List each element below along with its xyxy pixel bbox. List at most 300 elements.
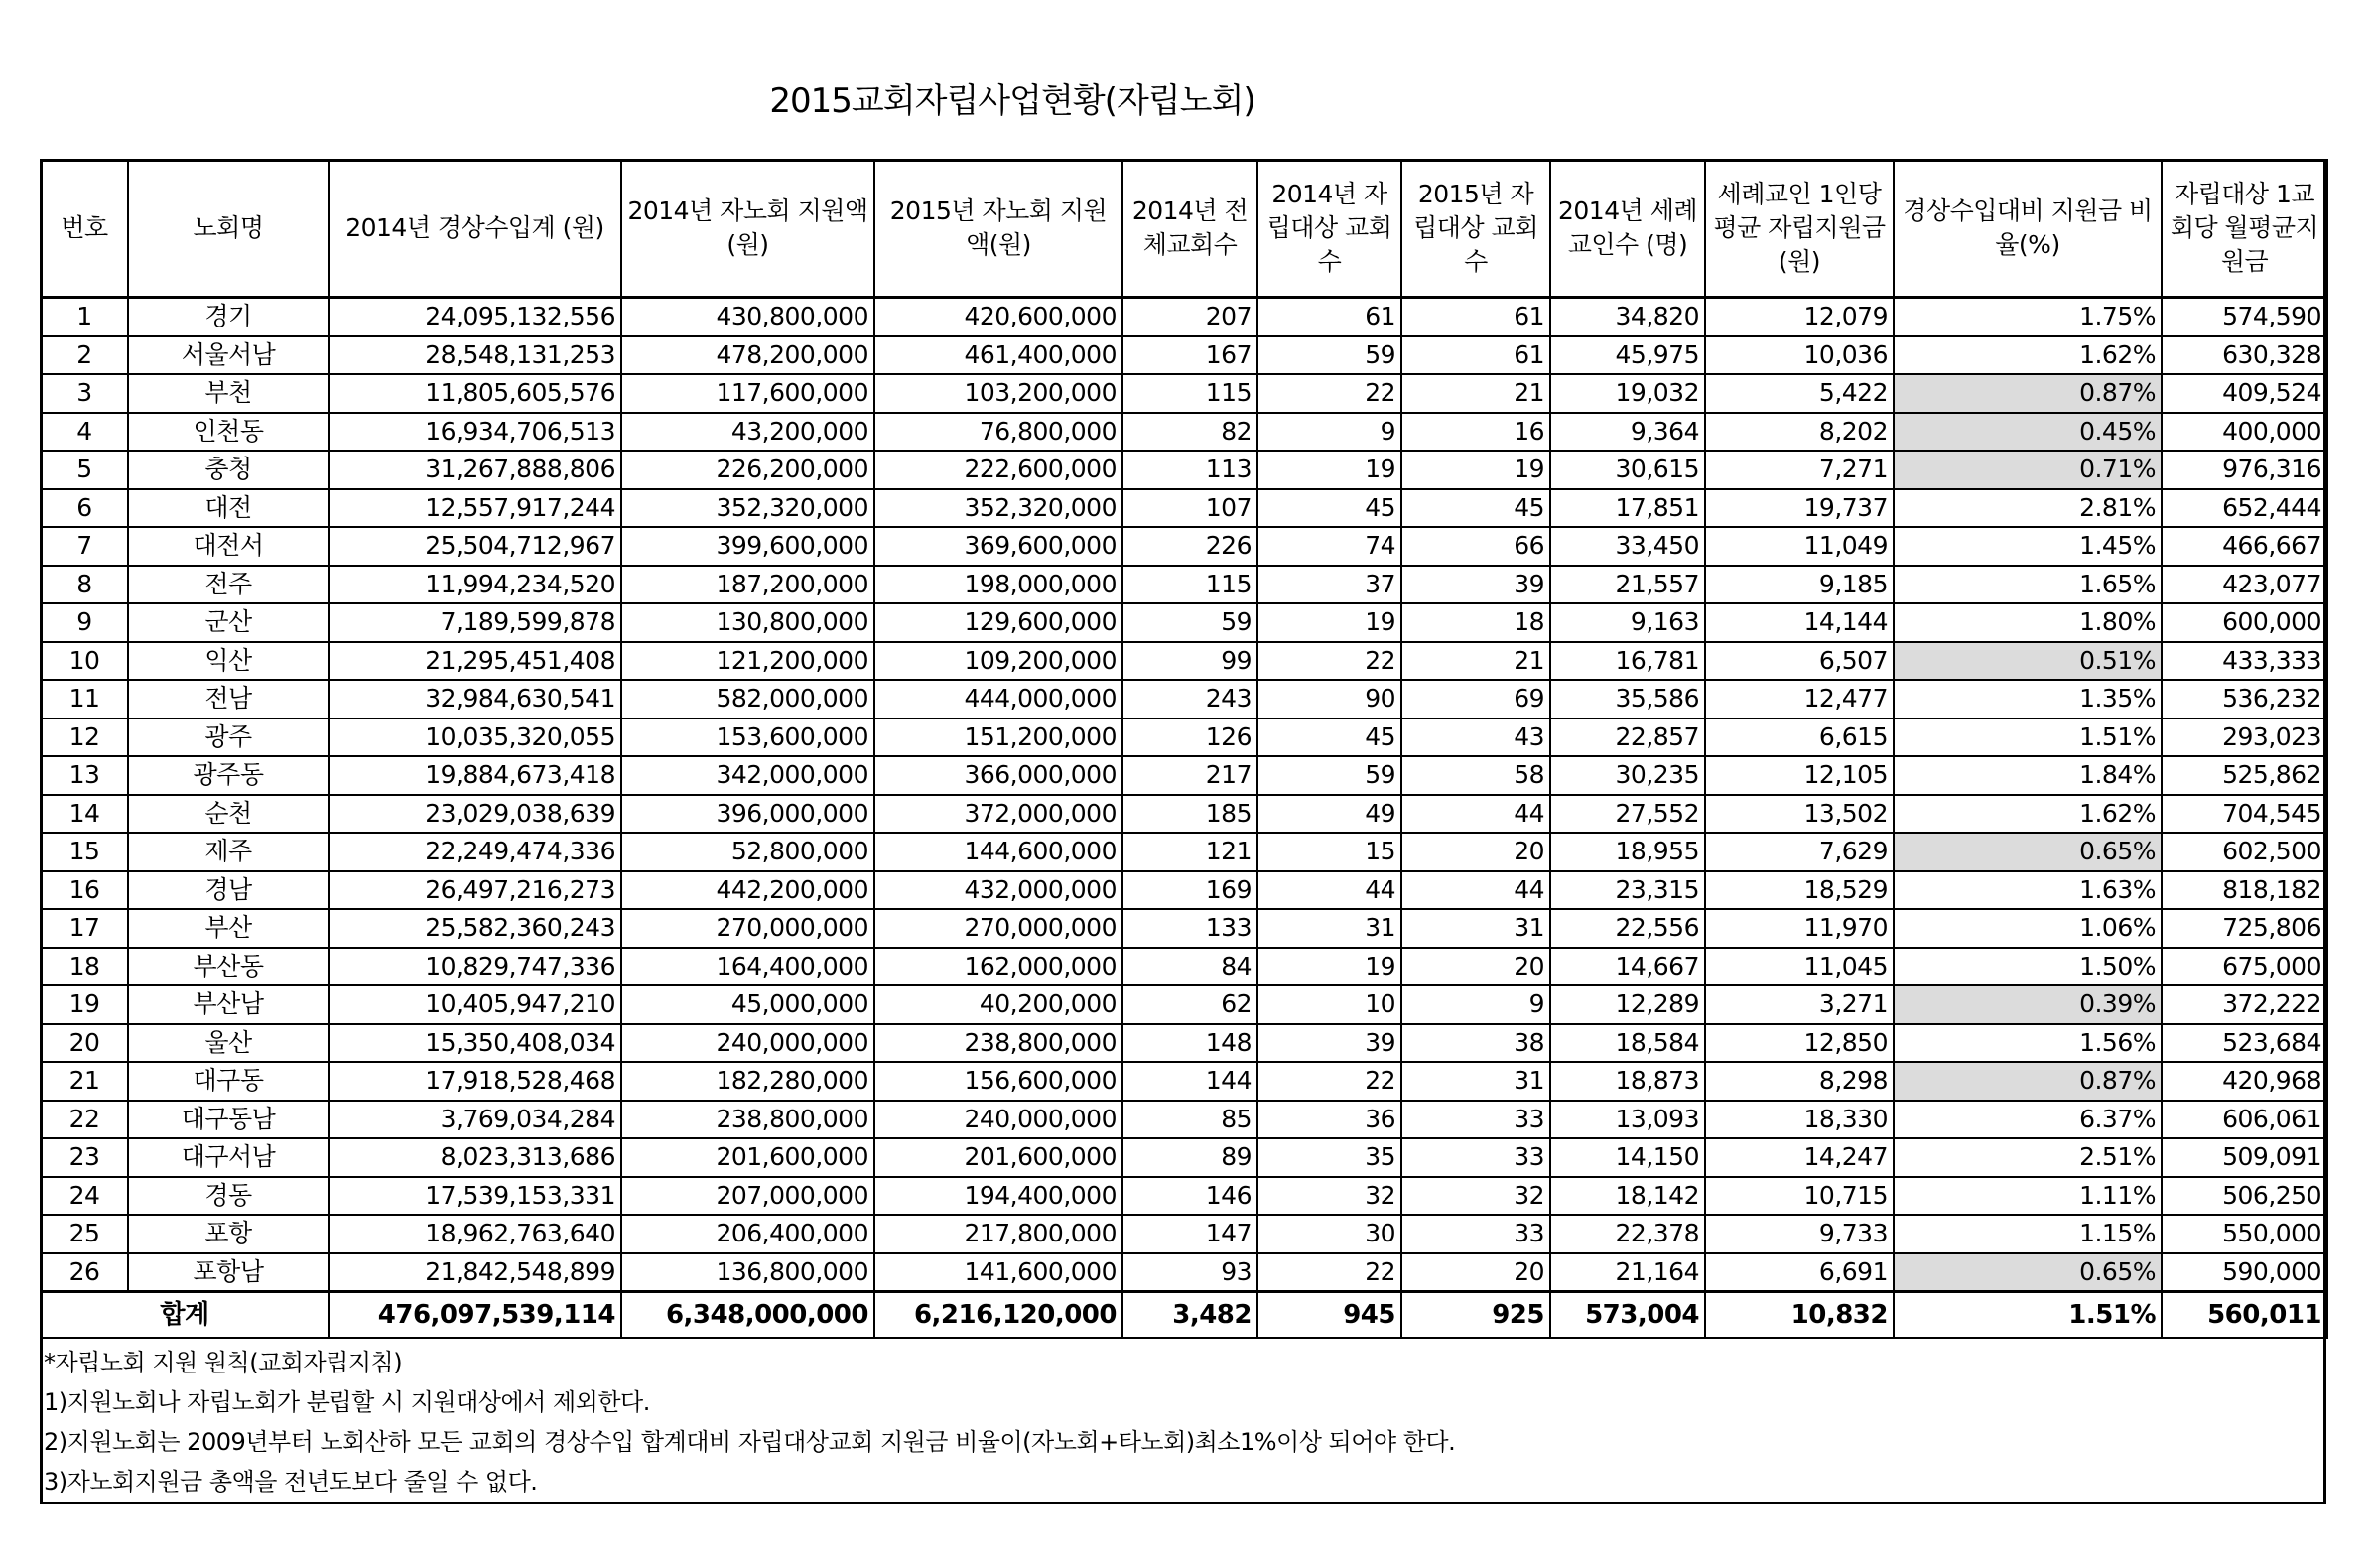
- baptized-members-cell: 19,032: [1550, 374, 1705, 413]
- baptized-members-cell: 18,584: [1550, 1024, 1705, 1063]
- support-2014-cell: 187,200,000: [621, 566, 874, 604]
- target-churches-2015-cell: 66: [1401, 527, 1550, 566]
- support-2014-cell: 478,200,000: [621, 336, 874, 375]
- baptized-members-cell: 30,235: [1550, 756, 1705, 795]
- support-2015-cell: 217,800,000: [874, 1215, 1122, 1253]
- income-2014-cell: 23,029,038,639: [329, 795, 621, 834]
- total-per-capita: 10,832: [1705, 1292, 1894, 1339]
- income-2014-cell: 17,539,153,331: [329, 1177, 621, 1216]
- income-2014-cell: 10,829,747,336: [329, 948, 621, 986]
- total-churches-2014-cell: 85: [1122, 1101, 1257, 1139]
- total-churches-2014-cell: 99: [1122, 642, 1257, 681]
- support-ratio-cell: 0.65%: [1894, 1253, 2162, 1292]
- support-2015-cell: 420,600,000: [874, 298, 1122, 336]
- row-number-cell: 13: [41, 756, 128, 795]
- total-churches-2014-cell: 243: [1122, 680, 1257, 719]
- table-row: [41, 1215, 2327, 1253]
- support-ratio-cell: 2.81%: [1894, 489, 2162, 528]
- support-ratio-cell: 1.62%: [1894, 795, 2162, 834]
- row-number-cell: 19: [41, 985, 128, 1024]
- row-number-cell: 14: [41, 795, 128, 834]
- target-churches-2015-cell: 20: [1401, 1253, 1550, 1292]
- total-churches-2014-cell: 121: [1122, 833, 1257, 871]
- target-churches-2014-cell: 44: [1257, 871, 1401, 910]
- support-ratio-cell: 0.87%: [1894, 1062, 2162, 1101]
- church-support-table: [40, 159, 2328, 1339]
- per-capita-support-cell: 11,045: [1705, 948, 1894, 986]
- presbytery-name-cell: 제주: [128, 833, 329, 871]
- target-churches-2014-cell: 9: [1257, 413, 1401, 452]
- baptized-members-cell: 14,150: [1550, 1138, 1705, 1177]
- presbytery-name-cell: 익산: [128, 642, 329, 681]
- target-churches-2015-cell: 69: [1401, 680, 1550, 719]
- support-ratio-cell: 1.62%: [1894, 336, 2162, 375]
- target-churches-2015-cell: 31: [1401, 1062, 1550, 1101]
- row-number-cell: 1: [41, 298, 128, 336]
- baptized-members-cell: 27,552: [1550, 795, 1705, 834]
- table-body: [41, 298, 2327, 1292]
- per-capita-support-cell: 7,271: [1705, 451, 1894, 489]
- monthly-avg-support-cell: 420,968: [2162, 1062, 2327, 1101]
- support-2014-cell: 164,400,000: [621, 948, 874, 986]
- target-churches-2014-cell: 45: [1257, 489, 1401, 528]
- total-monthly: 560,011: [2162, 1292, 2327, 1339]
- per-capita-support-cell: 7,629: [1705, 833, 1894, 871]
- total-churches-2014-cell: 207: [1122, 298, 1257, 336]
- total-churches-2014-cell: 169: [1122, 871, 1257, 910]
- row-number-cell: 21: [41, 1062, 128, 1101]
- header-cell: 2015년 자립대상 교회수: [1401, 160, 1550, 298]
- income-2014-cell: 10,405,947,210: [329, 985, 621, 1024]
- row-number-cell: 22: [41, 1101, 128, 1139]
- target-churches-2014-cell: 22: [1257, 642, 1401, 681]
- income-2014-cell: 24,095,132,556: [329, 298, 621, 336]
- baptized-members-cell: 30,615: [1550, 451, 1705, 489]
- presbytery-name-cell: 전주: [128, 566, 329, 604]
- target-churches-2015-cell: 44: [1401, 871, 1550, 910]
- per-capita-support-cell: 19,737: [1705, 489, 1894, 528]
- header-cell: 번호: [41, 160, 128, 298]
- table-row: [41, 1253, 2327, 1292]
- per-capita-support-cell: 11,970: [1705, 909, 1894, 948]
- monthly-avg-support-cell: 409,524: [2162, 374, 2327, 413]
- total-churches-2014-cell: 89: [1122, 1138, 1257, 1177]
- table-row: [41, 603, 2327, 642]
- target-churches-2015-cell: 31: [1401, 909, 1550, 948]
- table-row: [41, 719, 2327, 757]
- support-2014-cell: 238,800,000: [621, 1101, 874, 1139]
- income-2014-cell: 8,023,313,686: [329, 1138, 621, 1177]
- monthly-avg-support-cell: 523,684: [2162, 1024, 2327, 1063]
- total-churches-2014-cell: 59: [1122, 603, 1257, 642]
- support-2015-cell: 40,200,000: [874, 985, 1122, 1024]
- presbytery-name-cell: 포항: [128, 1215, 329, 1253]
- monthly-avg-support-cell: 675,000: [2162, 948, 2327, 986]
- per-capita-support-cell: 12,850: [1705, 1024, 1894, 1063]
- target-churches-2014-cell: 59: [1257, 336, 1401, 375]
- monthly-avg-support-cell: 536,232: [2162, 680, 2327, 719]
- total-label: 합계: [41, 1292, 329, 1339]
- target-churches-2014-cell: 90: [1257, 680, 1401, 719]
- total-churches-2014-cell: 115: [1122, 566, 1257, 604]
- table-row: [41, 680, 2327, 719]
- presbytery-name-cell: 대구동: [128, 1062, 329, 1101]
- table-row: [41, 374, 2327, 413]
- support-2015-cell: 222,600,000: [874, 451, 1122, 489]
- income-2014-cell: 15,350,408,034: [329, 1024, 621, 1063]
- support-ratio-cell: 0.87%: [1894, 374, 2162, 413]
- total-target-2014: 945: [1257, 1292, 1401, 1339]
- support-2014-cell: 130,800,000: [621, 603, 874, 642]
- support-2014-cell: 43,200,000: [621, 413, 874, 452]
- table-row: [41, 642, 2327, 681]
- monthly-avg-support-cell: 509,091: [2162, 1138, 2327, 1177]
- baptized-members-cell: 22,857: [1550, 719, 1705, 757]
- target-churches-2014-cell: 49: [1257, 795, 1401, 834]
- presbytery-name-cell: 부산: [128, 909, 329, 948]
- target-churches-2015-cell: 19: [1401, 451, 1550, 489]
- total-baptized: 573,004: [1550, 1292, 1705, 1339]
- baptized-members-cell: 33,450: [1550, 527, 1705, 566]
- support-2014-cell: 121,200,000: [621, 642, 874, 681]
- baptized-members-cell: 35,586: [1550, 680, 1705, 719]
- target-churches-2014-cell: 19: [1257, 451, 1401, 489]
- support-ratio-cell: 1.51%: [1894, 719, 2162, 757]
- support-2014-cell: 52,800,000: [621, 833, 874, 871]
- header-cell: 2014년 자노회 지원액(원): [621, 160, 874, 298]
- income-2014-cell: 11,994,234,520: [329, 566, 621, 604]
- support-ratio-cell: 1.56%: [1894, 1024, 2162, 1063]
- row-number-cell: 17: [41, 909, 128, 948]
- monthly-avg-support-cell: 550,000: [2162, 1215, 2327, 1253]
- header-cell: 2014년 경상수입계 (원): [329, 160, 621, 298]
- income-2014-cell: 28,548,131,253: [329, 336, 621, 375]
- support-2014-cell: 396,000,000: [621, 795, 874, 834]
- total-target-2015: 925: [1401, 1292, 1550, 1339]
- presbytery-name-cell: 부산동: [128, 948, 329, 986]
- monthly-avg-support-cell: 652,444: [2162, 489, 2327, 528]
- support-ratio-cell: 0.71%: [1894, 451, 2162, 489]
- total-churches-2014-cell: 113: [1122, 451, 1257, 489]
- presbytery-name-cell: 경기: [128, 298, 329, 336]
- support-2014-cell: 270,000,000: [621, 909, 874, 948]
- target-churches-2014-cell: 59: [1257, 756, 1401, 795]
- baptized-members-cell: 18,955: [1550, 833, 1705, 871]
- table-row: [41, 527, 2327, 566]
- baptized-members-cell: 12,289: [1550, 985, 1705, 1024]
- presbytery-name-cell: 광주동: [128, 756, 329, 795]
- support-2014-cell: 45,000,000: [621, 985, 874, 1024]
- target-churches-2014-cell: 15: [1257, 833, 1401, 871]
- target-churches-2015-cell: 9: [1401, 985, 1550, 1024]
- monthly-avg-support-cell: 976,316: [2162, 451, 2327, 489]
- support-2015-cell: 240,000,000: [874, 1101, 1122, 1139]
- presbytery-name-cell: 대구동남: [128, 1101, 329, 1139]
- target-churches-2014-cell: 31: [1257, 909, 1401, 948]
- total-churches-2014-cell: 185: [1122, 795, 1257, 834]
- support-2015-cell: 270,000,000: [874, 909, 1122, 948]
- row-number-cell: 10: [41, 642, 128, 681]
- presbytery-name-cell: 부천: [128, 374, 329, 413]
- row-number-cell: 24: [41, 1177, 128, 1216]
- support-ratio-cell: 0.45%: [1894, 413, 2162, 452]
- target-churches-2014-cell: 32: [1257, 1177, 1401, 1216]
- support-2014-cell: 206,400,000: [621, 1215, 874, 1253]
- baptized-members-cell: 18,873: [1550, 1062, 1705, 1101]
- row-number-cell: 8: [41, 566, 128, 604]
- monthly-avg-support-cell: 590,000: [2162, 1253, 2327, 1292]
- support-2015-cell: 432,000,000: [874, 871, 1122, 910]
- baptized-members-cell: 22,556: [1550, 909, 1705, 948]
- header-cell: 경상수입대비 지원금 비율(%): [1894, 160, 2162, 298]
- table-row: [41, 1024, 2327, 1063]
- monthly-avg-support-cell: 372,222: [2162, 985, 2327, 1024]
- support-ratio-cell: 1.80%: [1894, 603, 2162, 642]
- table-row: [41, 795, 2327, 834]
- monthly-avg-support-cell: 466,667: [2162, 527, 2327, 566]
- monthly-avg-support-cell: 433,333: [2162, 642, 2327, 681]
- total-churches-2014-cell: 133: [1122, 909, 1257, 948]
- support-2014-cell: 352,320,000: [621, 489, 874, 528]
- presbytery-name-cell: 대구서남: [128, 1138, 329, 1177]
- target-churches-2014-cell: 19: [1257, 603, 1401, 642]
- row-number-cell: 12: [41, 719, 128, 757]
- row-number-cell: 20: [41, 1024, 128, 1063]
- per-capita-support-cell: 10,036: [1705, 336, 1894, 375]
- table-row: [41, 909, 2327, 948]
- support-2015-cell: 151,200,000: [874, 719, 1122, 757]
- total-churches-2014-cell: 146: [1122, 1177, 1257, 1216]
- target-churches-2015-cell: 58: [1401, 756, 1550, 795]
- target-churches-2014-cell: 35: [1257, 1138, 1401, 1177]
- income-2014-cell: 21,295,451,408: [329, 642, 621, 681]
- support-2014-cell: 442,200,000: [621, 871, 874, 910]
- support-2015-cell: 144,600,000: [874, 833, 1122, 871]
- header-cell: 2014년 세례교인수 (명): [1550, 160, 1705, 298]
- monthly-avg-support-cell: 602,500: [2162, 833, 2327, 871]
- presbytery-name-cell: 대전서: [128, 527, 329, 566]
- support-2015-cell: 372,000,000: [874, 795, 1122, 834]
- monthly-avg-support-cell: 818,182: [2162, 871, 2327, 910]
- total-churches-2014-cell: 84: [1122, 948, 1257, 986]
- monthly-avg-support-cell: 725,806: [2162, 909, 2327, 948]
- support-2014-cell: 153,600,000: [621, 719, 874, 757]
- total-churches-2014-cell: 148: [1122, 1024, 1257, 1063]
- target-churches-2015-cell: 45: [1401, 489, 1550, 528]
- support-2014-cell: 207,000,000: [621, 1177, 874, 1216]
- support-ratio-cell: 1.35%: [1894, 680, 2162, 719]
- support-2014-cell: 182,280,000: [621, 1062, 874, 1101]
- target-churches-2015-cell: 20: [1401, 948, 1550, 986]
- table-row: [41, 298, 2327, 336]
- total-support-2014: 6,348,000,000: [621, 1292, 874, 1339]
- income-2014-cell: 18,962,763,640: [329, 1215, 621, 1253]
- income-2014-cell: 26,497,216,273: [329, 871, 621, 910]
- per-capita-support-cell: 12,079: [1705, 298, 1894, 336]
- presbytery-name-cell: 경남: [128, 871, 329, 910]
- support-2015-cell: 156,600,000: [874, 1062, 1122, 1101]
- total-churches-2014-cell: 144: [1122, 1062, 1257, 1101]
- support-2014-cell: 240,000,000: [621, 1024, 874, 1063]
- row-number-cell: 3: [41, 374, 128, 413]
- support-2015-cell: 103,200,000: [874, 374, 1122, 413]
- baptized-members-cell: 9,364: [1550, 413, 1705, 452]
- target-churches-2015-cell: 44: [1401, 795, 1550, 834]
- support-ratio-cell: 1.84%: [1894, 756, 2162, 795]
- monthly-avg-support-cell: 293,023: [2162, 719, 2327, 757]
- header-row: [41, 160, 2327, 298]
- baptized-members-cell: 14,667: [1550, 948, 1705, 986]
- table-row: [41, 413, 2327, 452]
- support-2014-cell: 117,600,000: [621, 374, 874, 413]
- support-2014-cell: 342,000,000: [621, 756, 874, 795]
- target-churches-2015-cell: 32: [1401, 1177, 1550, 1216]
- total-income: 476,097,539,114: [329, 1292, 621, 1339]
- per-capita-support-cell: 3,271: [1705, 985, 1894, 1024]
- target-churches-2014-cell: 30: [1257, 1215, 1401, 1253]
- support-2015-cell: 76,800,000: [874, 413, 1122, 452]
- per-capita-support-cell: 9,185: [1705, 566, 1894, 604]
- per-capita-support-cell: 13,502: [1705, 795, 1894, 834]
- total-churches-2014-cell: 93: [1122, 1253, 1257, 1292]
- support-ratio-cell: 1.15%: [1894, 1215, 2162, 1253]
- monthly-avg-support-cell: 423,077: [2162, 566, 2327, 604]
- target-churches-2014-cell: 45: [1257, 719, 1401, 757]
- table-row: [41, 1138, 2327, 1177]
- baptized-members-cell: 21,557: [1550, 566, 1705, 604]
- target-churches-2014-cell: 36: [1257, 1101, 1401, 1139]
- support-2014-cell: 136,800,000: [621, 1253, 874, 1292]
- income-2014-cell: 25,582,360,243: [329, 909, 621, 948]
- table-row: [41, 1062, 2327, 1101]
- presbytery-name-cell: 충청: [128, 451, 329, 489]
- baptized-members-cell: 21,164: [1550, 1253, 1705, 1292]
- monthly-avg-support-cell: 606,061: [2162, 1101, 2327, 1139]
- support-ratio-cell: 1.06%: [1894, 909, 2162, 948]
- per-capita-support-cell: 11,049: [1705, 527, 1894, 566]
- note-heading: *자립노회 지원 원칙(교회자립지침): [44, 1349, 403, 1376]
- support-2015-cell: 352,320,000: [874, 489, 1122, 528]
- target-churches-2015-cell: 21: [1401, 642, 1550, 681]
- support-ratio-cell: 1.65%: [1894, 566, 2162, 604]
- target-churches-2014-cell: 19: [1257, 948, 1401, 986]
- row-number-cell: 18: [41, 948, 128, 986]
- baptized-members-cell: 16,781: [1550, 642, 1705, 681]
- table-row: [41, 566, 2327, 604]
- target-churches-2015-cell: 38: [1401, 1024, 1550, 1063]
- support-ratio-cell: 0.65%: [1894, 833, 2162, 871]
- target-churches-2014-cell: 22: [1257, 1253, 1401, 1292]
- support-2014-cell: 201,600,000: [621, 1138, 874, 1177]
- monthly-avg-support-cell: 506,250: [2162, 1177, 2327, 1216]
- presbytery-name-cell: 서울서남: [128, 336, 329, 375]
- target-churches-2014-cell: 39: [1257, 1024, 1401, 1063]
- income-2014-cell: 7,189,599,878: [329, 603, 621, 642]
- monthly-avg-support-cell: 600,000: [2162, 603, 2327, 642]
- target-churches-2014-cell: 37: [1257, 566, 1401, 604]
- per-capita-support-cell: 18,330: [1705, 1101, 1894, 1139]
- note-item: 2)지원노회는 2009년부터 노회산하 모든 교회의 경상수입 합계대비 자립대상교회 지원금 비율이(자노회+타노회)최소1%이상 되어야 한다.: [44, 1428, 1456, 1456]
- row-number-cell: 9: [41, 603, 128, 642]
- income-2014-cell: 17,918,528,468: [329, 1062, 621, 1101]
- row-number-cell: 16: [41, 871, 128, 910]
- total-support-2015: 6,216,120,000: [874, 1292, 1122, 1339]
- total-churches-2014-cell: 167: [1122, 336, 1257, 375]
- target-churches-2015-cell: 61: [1401, 298, 1550, 336]
- table-row: [41, 871, 2327, 910]
- total-churches-2014-cell: 115: [1122, 374, 1257, 413]
- presbytery-name-cell: 대전: [128, 489, 329, 528]
- per-capita-support-cell: 12,477: [1705, 680, 1894, 719]
- per-capita-support-cell: 14,144: [1705, 603, 1894, 642]
- row-number-cell: 11: [41, 680, 128, 719]
- support-2014-cell: 226,200,000: [621, 451, 874, 489]
- presbytery-name-cell: 인천동: [128, 413, 329, 452]
- row-number-cell: 5: [41, 451, 128, 489]
- support-ratio-cell: 1.11%: [1894, 1177, 2162, 1216]
- income-2014-cell: 21,842,548,899: [329, 1253, 621, 1292]
- target-churches-2014-cell: 22: [1257, 374, 1401, 413]
- support-ratio-cell: 1.63%: [1894, 871, 2162, 910]
- target-churches-2015-cell: 16: [1401, 413, 1550, 452]
- target-churches-2015-cell: 21: [1401, 374, 1550, 413]
- target-churches-2015-cell: 43: [1401, 719, 1550, 757]
- income-2014-cell: 12,557,917,244: [329, 489, 621, 528]
- support-ratio-cell: 2.51%: [1894, 1138, 2162, 1177]
- table-row: [41, 833, 2327, 871]
- target-churches-2014-cell: 22: [1257, 1062, 1401, 1101]
- row-number-cell: 25: [41, 1215, 128, 1253]
- support-2015-cell: 366,000,000: [874, 756, 1122, 795]
- per-capita-support-cell: 8,298: [1705, 1062, 1894, 1101]
- target-churches-2015-cell: 18: [1401, 603, 1550, 642]
- row-number-cell: 2: [41, 336, 128, 375]
- row-number-cell: 7: [41, 527, 128, 566]
- target-churches-2014-cell: 10: [1257, 985, 1401, 1024]
- baptized-members-cell: 45,975: [1550, 336, 1705, 375]
- support-ratio-cell: 0.39%: [1894, 985, 2162, 1024]
- support-ratio-cell: 6.37%: [1894, 1101, 2162, 1139]
- target-churches-2015-cell: 33: [1401, 1138, 1550, 1177]
- presbytery-name-cell: 광주: [128, 719, 329, 757]
- support-2015-cell: 141,600,000: [874, 1253, 1122, 1292]
- support-2015-cell: 444,000,000: [874, 680, 1122, 719]
- monthly-avg-support-cell: 574,590: [2162, 298, 2327, 336]
- total-churches: 3,482: [1122, 1292, 1257, 1339]
- per-capita-support-cell: 14,247: [1705, 1138, 1894, 1177]
- table-row: [41, 985, 2327, 1024]
- total-churches-2014-cell: 226: [1122, 527, 1257, 566]
- header-cell: 2014년 자립대상 교회수: [1257, 160, 1401, 298]
- target-churches-2014-cell: 74: [1257, 527, 1401, 566]
- total-churches-2014-cell: 126: [1122, 719, 1257, 757]
- total-churches-2014-cell: 217: [1122, 756, 1257, 795]
- table-row: [41, 756, 2327, 795]
- monthly-avg-support-cell: 704,545: [2162, 795, 2327, 834]
- support-ratio-cell: 1.50%: [1894, 948, 2162, 986]
- table-row: [41, 1177, 2327, 1216]
- notes-section: [44, 1343, 2316, 1502]
- support-2014-cell: 430,800,000: [621, 298, 874, 336]
- target-churches-2015-cell: 61: [1401, 336, 1550, 375]
- baptized-members-cell: 9,163: [1550, 603, 1705, 642]
- target-churches-2015-cell: 33: [1401, 1101, 1550, 1139]
- table-row: [41, 336, 2327, 375]
- total-ratio: 1.51%: [1894, 1292, 2162, 1339]
- support-2014-cell: 582,000,000: [621, 680, 874, 719]
- support-ratio-cell: 1.75%: [1894, 298, 2162, 336]
- baptized-members-cell: 17,851: [1550, 489, 1705, 528]
